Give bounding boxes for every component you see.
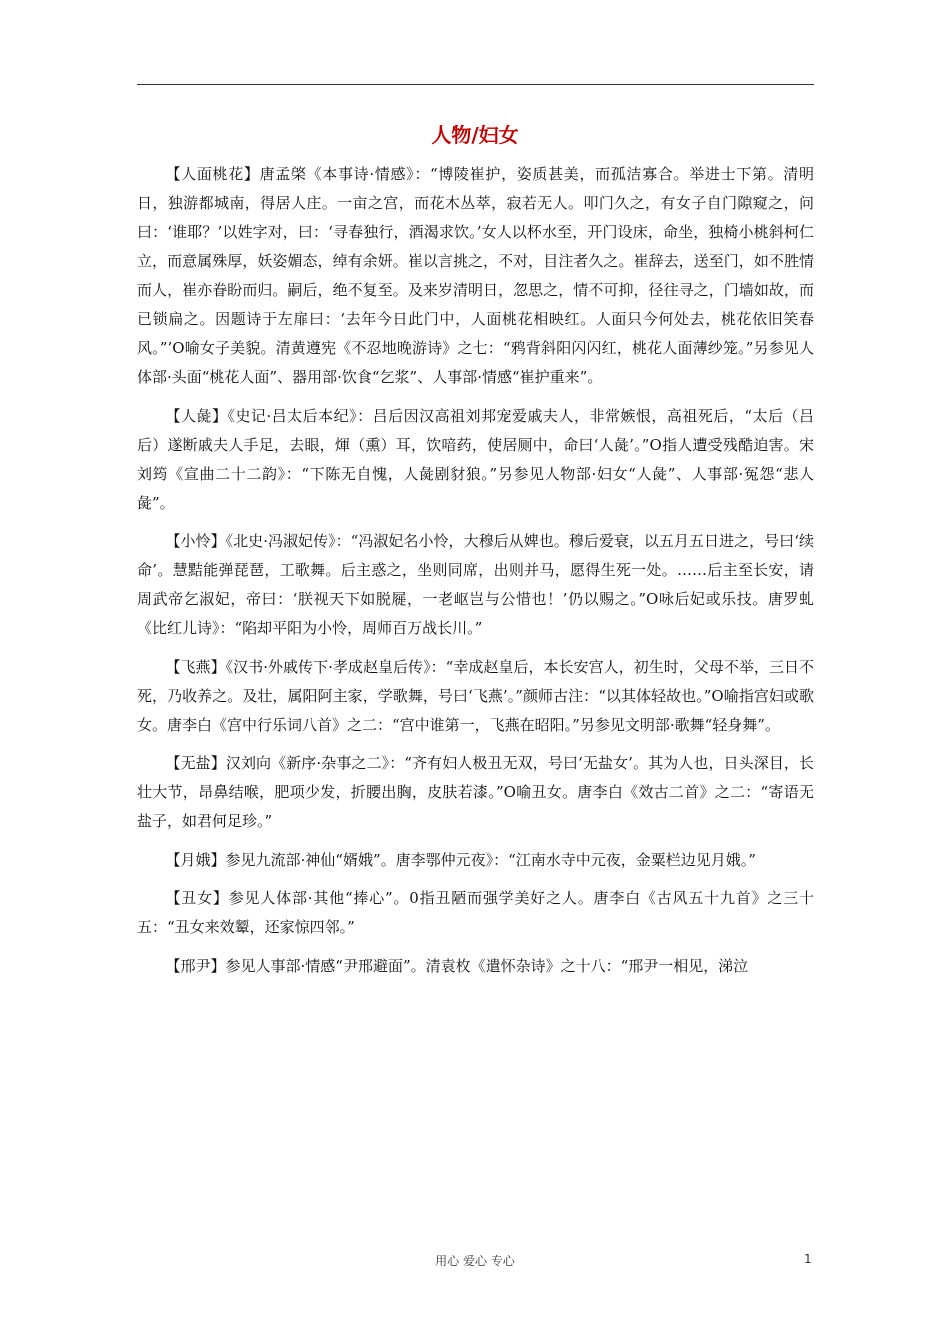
header-rule [137,84,814,85]
entry-list [137,160,814,990]
entry-paragraph: 【邢尹】参见人事部·情感“尹邢避面”。清袁枚《遣怀杂诗》之十八：“邢尹一相见，涕泣 [165,956,749,975]
entry-paragraph: 【人彘】《史记·吕太后本纪》：吕后因汉高祖刘邦宠爱戚夫人，非常嫉恨，高祖死后，“太后（吕后）遂断戚夫人手足，去眼，煇（熏）耳，饮喑药，使居厕中，命曰‘人彘’。”O指人遭受残酷迫害。宋刘筠《宣曲二十二韵》：“下陈无自愧，人彘剧豺狼。”另参见人物部·妇女“人彘”、人事部·冤怨“悲人彘”。 [137,406,814,512]
entry-paragraph: 【飞燕】《汉书·外戚传下·孝成赵皇后传》：“幸成赵皇后，本长安宫人，初生时，父母不举，三日不死，乃收养之。及壮，属阳阿主家，学歌舞，号曰‘飞燕’。”颜师古注：“以其体轻故也。”O喻指宫妇或歌女。唐李白《宫中行乐词八首》之二：“宫中谁第一，飞燕在昭阳。”另参见文明部·歌舞“轻身舞”。 [137,657,814,734]
entry-paragraph: 【人面桃花】唐孟棨《本事诗·情感》：“博陵崔护，姿质甚美，而孤洁寡合。举进士下第。清明日，独游都城南，得居人庄。一亩之宫，而花木丛萃，寂若无人。叩门久之，有女子自门隙窥之，问曰：‘谁耶？’以姓字对，曰：‘寻春独行，酒渴求饮。’女人以杯水至，开门设床，命坐，独椅小桃斜柯仁立，而意属殊厚，妖姿媚态，绰有余妍。崔以言挑之，不对，目注者久之。崔辞去，送至门，如不胜情而人，崔亦眷盼而归。嗣后，绝不复至。及来岁清明日，忽思之，情不可抑，径往寻之，门墙如故，而已锁扁之。因题诗于左扉曰：‘去年今日此门中，人面桃花相映红。人面只今何处去，桃花依旧笑春风。”’O喻女子美貌。清黄遵宪《不忍地晚游诗》之七：“鸦背斜阳闪闪红，桃花人面薄纱笼。”另参见人体部·头面“桃花人面”、器用部·饮食“乞浆”、人事部·情感“崔护重来”。 [137,165,814,386]
entry-paragraph: 【丑女】参见人体部·其他“捧心”。0指丑陋而强学美好之人。唐李白《古风五十九首》之三十五：“丑女来效颦，还家惊四邻。” [137,889,814,936]
page-number: 1 [804,1252,812,1266]
entry-paragraph: 【小怜】《北史·冯淑妃传》：“冯淑妃名小怜，大穆后从婢也。穆后爱衰，以五月五日进之，号曰‘续命’。慧黠能弹琵琶，工歌舞。后主惑之，坐则同席，出则并马，愿得生死一处。……后主至长安，请周武帝乞淑妃，帝曰：‘朕视天下如脱屣，一老岖岂与公惜也！’仍以赐之。”O咏后妃或乐技。唐罗虬《比红儿诗》：“陷却平阳为小怜，周师百万战长川。” [137,532,814,637]
page-footer: 用心 爱心 专心 [435,1254,515,1268]
entry-paragraph: 【月娥】参见九流部·神仙“婿娥”。唐李鄂仲元夜》：“江南水寺中元夜，金粟栏边见月娥。” [165,850,756,869]
entry-paragraph: 【无盐】汉刘向《新序·杂事之二》：“齐有妇人极丑无双，号曰‘无盐女’。其为人也，日头深目，长壮大节，昂鼻结喉，肥项少发，折腰出胸，皮肤若漆。”O喻丑女。唐李白《效古二首》之二：“寄语无盐子，如君何足珍。” [137,754,814,830]
page-title: 人物/妇女 [431,123,519,147]
